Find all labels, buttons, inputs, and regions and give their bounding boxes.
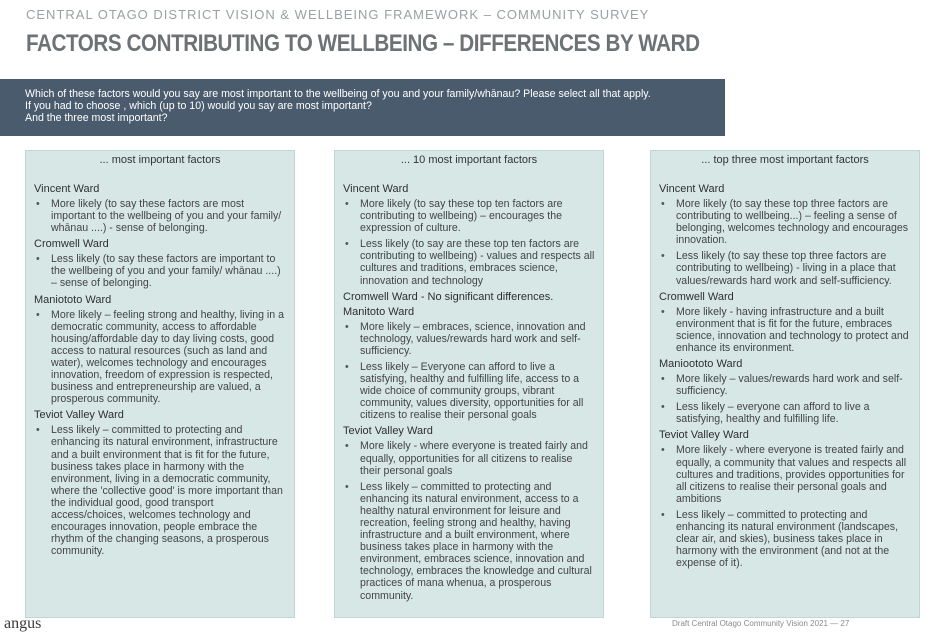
- bullet-item: • More likely – embraces, science, innovation and technology, values/rewards hard work and self-sufficiency.: [343, 321, 595, 357]
- ward-name: Vincent Ward: [659, 183, 725, 195]
- bullet-item: • Less likely – committed to protecting and enhancing its natural environment, access to a healthy natural environment for leisure and recreation, feeling strong and healthy, having infrastructure and a built environment, where business takes place in harmony with the environment, embraces science, innovation and technology, embraces the knowledge and cultural practices of mana whenua, a prosperous community.: [343, 481, 595, 602]
- ward-name: Teviot Valley Ward: [343, 425, 433, 438]
- ward-heading: [343, 306, 595, 318]
- ward-heading: [343, 425, 595, 437]
- ward-heading: [659, 291, 911, 303]
- bullet-item: • Less likely – committed to protecting and enhancing its natural environment, infrastructure and a built environment that is fit for the future, business takes place in harmony with the environment, living in a democratic community, where the 'collective good' is more important than the individual good, good transport access/choices, welcomes technology and encourages innovation, people embrace the rhythm of the changing seasons, a prosperous community.: [34, 424, 286, 557]
- column-top-three: [650, 150, 920, 618]
- report-subtitle: CENTRAL OTAGO DISTRICT VISION & WELLBEING FRAMEWORK – COMMUNITY SURVEY: [26, 7, 650, 22]
- bullet-item: • Less likely (to say these top three factors are contributing to wellbeing) - living in a place that values/rewards hard work and self-sufficiency.: [659, 250, 911, 286]
- bullet-item: • More likely (to say these top three factors are contributing to wellbeing...) – feeling a sense of belonging, welcomes technology and encourages innovation.: [659, 198, 911, 246]
- ward-heading: [659, 183, 911, 195]
- bullet-list: [659, 306, 911, 354]
- bullet-item: • More likely - having infrastructure and a built environment that is fit for the future, embraces science, innovation and technology to protect and enhance its environment.: [659, 306, 911, 354]
- bullet-list: [34, 424, 286, 557]
- bullet-item: • Less likely – Everyone can afford to live a satisfying, healthy and fulfilling life, access to a wide choice of community groups, vibrant community, values diversity, opportunities for all citizens to realise their personal goals: [343, 361, 595, 421]
- bullet-list: [34, 253, 286, 289]
- column-heading: ... top three most important factors: [701, 154, 869, 166]
- bullet-item: • More likely (to say these factors are most important to the wellbeing of you and your family/ whānau ....) - sense of belonging.: [34, 198, 286, 234]
- ward-name: Maniototo Ward: [34, 293, 112, 306]
- footer-text: Draft Central Otago Community Vision 2021 — 27: [672, 619, 850, 628]
- ward-heading: [659, 358, 911, 370]
- bullet-list: [343, 440, 595, 601]
- question-line: Which of these factors would you say are most important to the wellbeing of you and your family/whānau? Please select all that apply.: [25, 88, 651, 100]
- bullet-list: [34, 309, 286, 406]
- bullet-list: [659, 198, 911, 287]
- bullet-item: • More likely – values/rewards hard work and self-sufficiency.: [659, 373, 911, 397]
- page-title: FACTORS CONTRIBUTING TO WELLBEING – DIFFERENCES BY WARD: [26, 30, 700, 57]
- ward-name: Cromwell Ward: [659, 290, 734, 303]
- bullet-item: • Less likely (to say these factors are important to the wellbeing of you and your family/ whānau ....) – sense of belonging.: [34, 253, 286, 289]
- ward-name: Vincent Ward: [343, 183, 409, 195]
- ward-name: Cromwell Ward: [34, 238, 109, 251]
- ward-heading: [34, 238, 286, 250]
- ward-name: Cromwell Ward: [343, 290, 418, 303]
- ward-heading: [343, 183, 595, 195]
- question-banner: [0, 79, 725, 136]
- column-heading: ... 10 most important factors: [400, 154, 538, 166]
- ward-name: Manitoto Ward: [343, 305, 415, 318]
- column-most-important: [25, 150, 295, 618]
- bullet-item: • Less likely – committed to protecting and enhancing its natural environment (landscapes, clear air, and skies), business takes place in harmony with the environment (and not at the expense of it).: [659, 509, 911, 569]
- bullet-list: [343, 198, 595, 287]
- question-line: If you had to choose , which (up to 10) would you say are most important?: [25, 100, 372, 113]
- ward-heading: [34, 183, 286, 195]
- bullet-item: • Less likely (to say are these top ten factors are contributing to wellbeing) - values and respects all cultures and traditions, embraces science, innovation and technology: [343, 238, 595, 286]
- bullet-list: [659, 373, 911, 425]
- question-line: And the three most important?: [25, 112, 168, 125]
- bullet-list: [659, 444, 911, 569]
- ward-name: Teviot Valley Ward: [34, 409, 124, 422]
- ward-note: - No significant differences.: [417, 290, 554, 303]
- column-top-ten: [334, 150, 604, 618]
- bullet-item: • Less likely – everyone can afford to live a satisfying, healthy and fulfilling life.: [659, 401, 911, 425]
- ward-heading: [343, 291, 595, 303]
- ward-heading: [659, 429, 911, 441]
- ward-name: Teviot Valley Ward: [659, 429, 749, 442]
- column-heading: ... most important factors: [99, 154, 221, 166]
- ward-heading: [34, 294, 286, 306]
- bullet-item: • More likely – feeling strong and healthy, living in a democratic community, access to affordable housing/affordable day to day living costs, good access to natural resources (such as land and water), welcomes technology and encourages innovation, freedom of expression is respected, business and entrepreneurship are valued, a prosperous community.: [34, 309, 286, 406]
- angus-logo: angus: [4, 615, 42, 632]
- ward-name: Manioototo Ward: [659, 358, 743, 371]
- ward-heading: [34, 409, 286, 421]
- bullet-list: [343, 321, 595, 422]
- bullet-item: • More likely - where everyone is treated fairly and equally, a community that values and respects all cultures and traditions, provides opportunities for all citizens to realise their personal goals and ambitions: [659, 444, 911, 504]
- bullet-item: • More likely (to say these top ten factors are contributing to wellbeing) – encourages the expression of culture.: [343, 198, 595, 234]
- ward-name: Vincent Ward: [34, 183, 100, 195]
- bullet-list: [34, 198, 286, 234]
- bullet-item: • More likely - where everyone is treated fairly and equally, opportunities for all citizens to realise their personal goals: [343, 440, 595, 476]
